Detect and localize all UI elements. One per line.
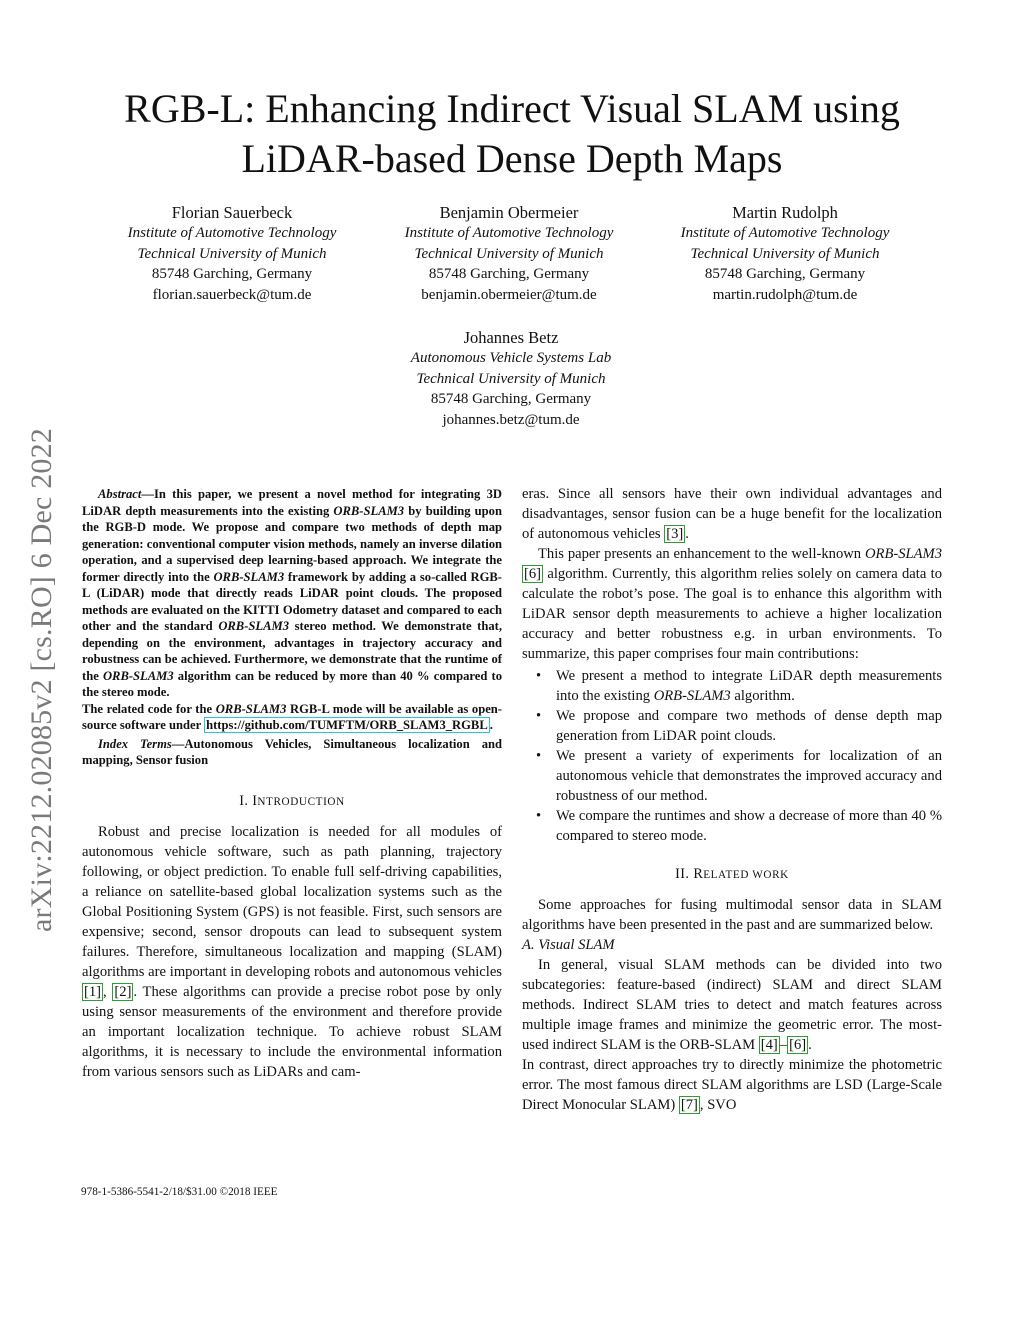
author-name: Florian Sauerbeck (171, 203, 293, 222)
author-univ: Technical University of Munich (137, 245, 327, 262)
copyright-footer: 978-1-5386-5541-2/18/$31.00 ©2018 IEEE (81, 1186, 278, 1198)
list-item: • We propose and compare two methods of dense depth map generation from LiDAR point clouds. (522, 706, 942, 746)
subsection-heading-visual-slam: A. Visual SLAM (522, 937, 615, 953)
abstract-label: Abstract (98, 487, 142, 501)
visual-slam-paragraph: In general, visual SLAM methods can be divided into two subcategories: feature-based (indirect) SLAM and direct SLAM methods. Indirect SLAM tries to detect and match features across multiple image frames and minimize the geometric error. The most-used indirect SLAM is the ORB-SLAM [4] – [6] . (522, 957, 942, 1053)
list-item: • We present a variety of experiments for localization of an autonomous vehicle that demonstrates the improved accuracy and robustness of our method. (522, 746, 942, 806)
citation-link[interactable]: [6] (789, 1037, 807, 1053)
section-heading-related-work: II. RELATED WORK (675, 866, 789, 882)
author-univ: Technical University of Munich (414, 245, 604, 262)
author-block-1 (97, 202, 367, 305)
citation-link[interactable]: [1] (84, 983, 102, 1000)
author-dept: Autonomous Vehicle Systems Lab (410, 350, 612, 366)
author-block-2 (374, 202, 644, 305)
author-name: Johannes Betz (463, 328, 559, 347)
citation-link[interactable]: [7] (680, 1097, 698, 1113)
list-item: • We compare the runtimes and show a decrease of more than 40 % compared to stereo mode. (522, 806, 942, 846)
paragraph-continued: eras. Since all sensors have their own individual advantages and disadvantages, sensor fusion can be a huge benefit for the localization of autonomous vehicles [3] . (522, 486, 942, 542)
author-block-3 (650, 202, 920, 305)
index-terms: Index Terms—Autonomous Vehicles, Simultaneous localization and mapping, Sensor fusion (82, 736, 502, 767)
left-column (82, 486, 502, 1082)
code-availability: The related code for the ORB-SLAM3 RGB-L mode will be available as open-source software under https://github.com/TUMFTM/ORB_SLAM3_RGBL . (82, 701, 502, 732)
author-dept: Institute of Automotive Technology (680, 225, 890, 241)
author-block-4 (376, 327, 646, 430)
paragraph-contributions-intro: This paper presents an enhancement to the well-known ORB-SLAM3 [6] algorithm. Currently, this algorithm relies solely on camera data to calculate the robot’s pose. The goal is to enhance this algorithm with LiDAR sensor depth measurements to achieve a higher localization accuracy and better robustness e.g. in urban environments. To summarize, this paper comprises four main contributions: (522, 546, 942, 662)
author-addr: 85748 Garching, Germany (704, 266, 866, 282)
author-email: florian.sauerbeck@tum.de (152, 286, 312, 303)
citation-link[interactable]: [3] (666, 526, 684, 542)
author-addr: 85748 Garching, Germany (151, 266, 313, 282)
right-column (522, 484, 942, 1115)
citation-link[interactable]: [4] (760, 1037, 778, 1053)
citation-link[interactable]: [2] (114, 983, 132, 1000)
intro-paragraph: Robust and precise localization is needed for all modules of autonomous vehicle software, such as path planning, trajectory following, or object prediction. To enable full self-driving capabilities, a reliance on satellite-based global localization systems such as the Global Positioning System (GPS) is not feasible. First, such sensors are expensive; second, sensor dropouts can lead to subsequent system failures. Therefore, simultaneous localization and mapping (SLAM) algorithms are important in developing robots and autonomous vehicles [1] , [2] . These algorithms can provide a precise robot pose by only using sensor measurements of the environment and therefore provide an important localization technique. To achieve robust SLAM algorithms, it is necessary to include the environmental information from various sensors such as LiDARs and cam- (82, 823, 502, 1080)
author-email: benjamin.obermeier@tum.de (421, 286, 597, 303)
index-terms-label: Index Terms (98, 736, 172, 751)
paper-title (0, 84, 1024, 184)
title-line-1: RGB-L: Enhancing Indirect Visual SLAM using (124, 86, 900, 131)
abstract: Abstract—In this paper, we present a novel method for integrating 3D LiDAR depth measurements into the existing ORB-SLAM3 by building upon the RGB-D mode. We propose and compare two methods of depth map generation: conventional computer vision methods, namely an inverse dilation operation, and a supervised deep learning-based approach. We integrate the former directly into the ORB-SLAM3 framework by adding a so-called RGB-L (LiDAR) mode that directly reads LiDAR point clouds. The proposed methods are evaluated on the KITTI Odometry dataset and compared to each other and the standard ORB-SLAM3 stereo method. We demonstrate that, depending on the environment, advantages in trajectory accuracy and robustness can be achieved. Furthermore, we demonstrate that the runtime of the ORB-SLAM3 algorithm can be reduced by more than 40 % compared to the stereo mode. (82, 487, 503, 699)
related-work-paragraph: Some approaches for fusing multimodal sensor data in SLAM algorithms have been presented in the past and are summarized below. (522, 897, 942, 933)
author-univ: Technical University of Munich (690, 245, 880, 262)
direct-slam-paragraph: In contrast, direct approaches try to directly minimize the photometric error. The most famous direct SLAM algorithms are LSD (Large-Scale Direct Monocular SLAM) [7] , SVO (522, 1057, 942, 1113)
author-name: Martin Rudolph (732, 203, 838, 222)
contributions-list (522, 666, 942, 846)
author-addr: 85748 Garching, Germany (428, 266, 590, 282)
citation-link[interactable]: [6] (524, 566, 542, 582)
author-univ: Technical University of Munich (416, 370, 606, 387)
list-item: • We present a method to integrate LiDAR depth measurements into the existing ORB-SLAM3 algorithm. (522, 666, 942, 706)
author-dept: Institute of Automotive Technology (404, 225, 614, 241)
title-line-2: LiDAR-based Dense Depth Maps (241, 136, 783, 181)
author-email: martin.rudolph@tum.de (712, 286, 858, 303)
section-heading-introduction: I. INTRODUCTION (239, 792, 345, 809)
author-name: Benjamin Obermeier (439, 203, 579, 222)
author-addr: 85748 Garching, Germany (430, 391, 592, 407)
arxiv-identifier: arXiv:2212.02085v2 [cs.RO] 6 Dec 2022 (25, 428, 58, 932)
author-email: johannes.betz@tum.de (442, 411, 580, 428)
author-dept: Institute of Automotive Technology (127, 225, 337, 241)
github-link[interactable]: https://github.com/TUMFTM/ORB_SLAM3_RGBL (206, 718, 488, 732)
